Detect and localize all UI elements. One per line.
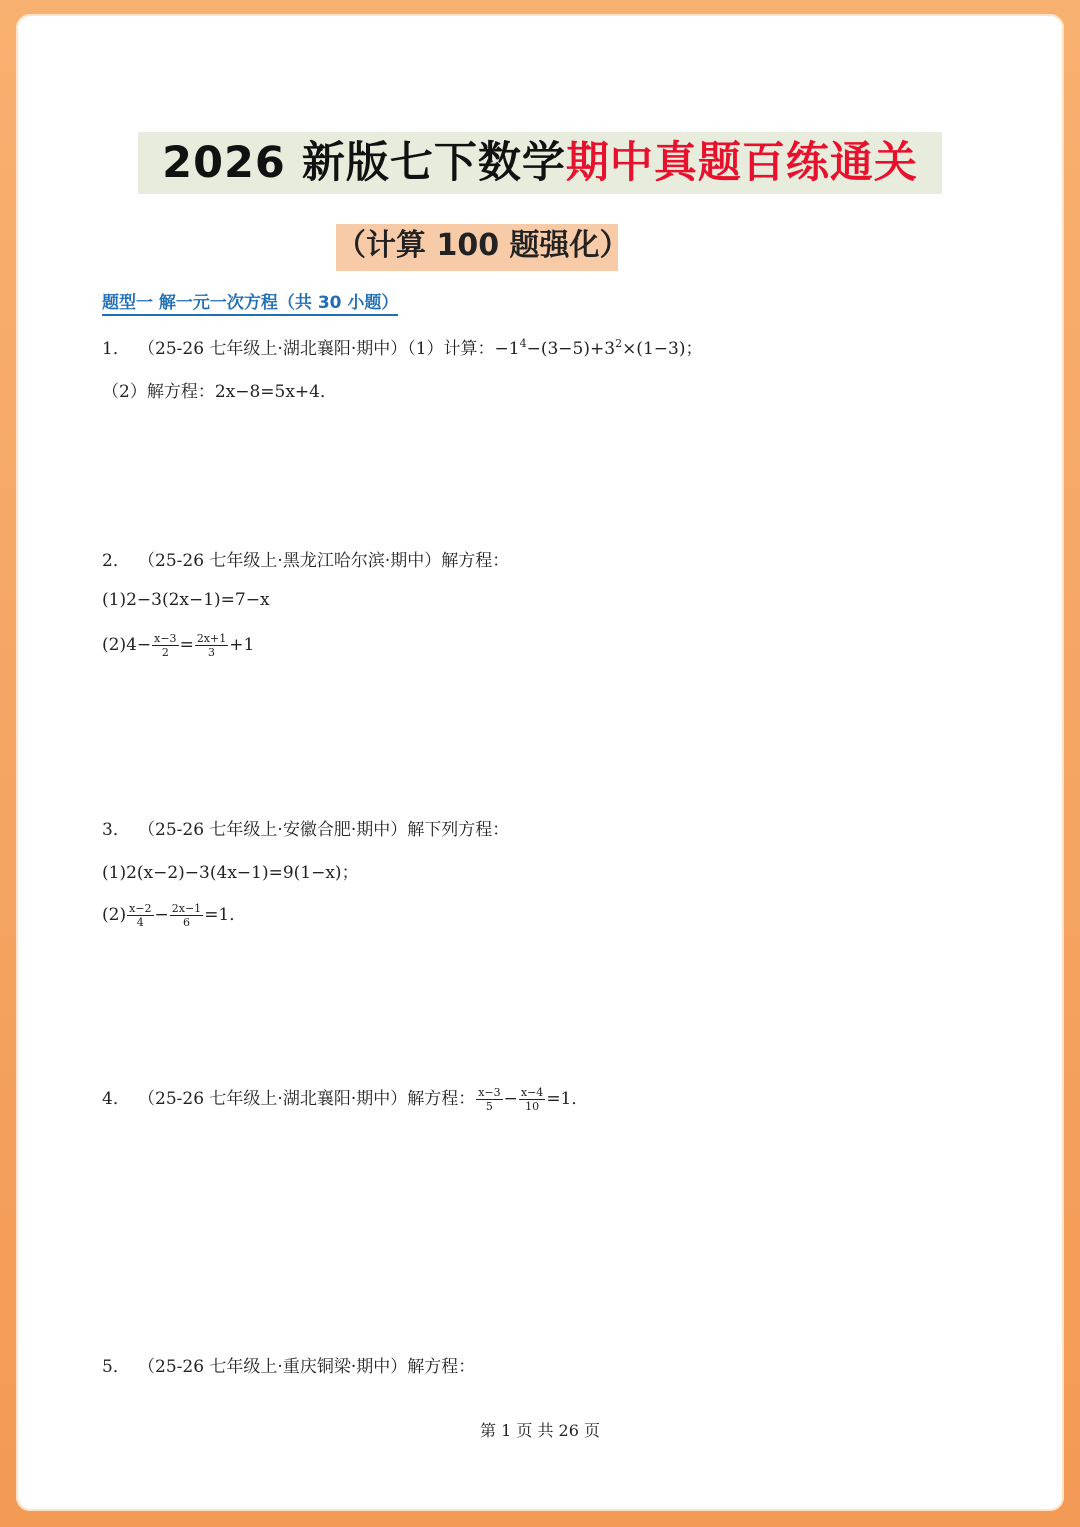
fraction xyxy=(195,632,228,659)
question-2 xyxy=(102,546,509,571)
question-2-part-2 xyxy=(102,632,254,659)
question-1-part-2: （2）解方程：2x−8=5x+4． xyxy=(102,382,337,402)
question-number: 1． xyxy=(102,339,130,359)
q2-prefix: (2)4− xyxy=(102,635,152,655)
q1-exponent-1: 4 xyxy=(519,337,527,350)
question-source: （25-26 七年级上·安徽合肥·期中）解下列方程： xyxy=(138,820,510,840)
q3-operator: − xyxy=(154,905,169,925)
fraction-numerator: x−3 xyxy=(478,1086,501,1099)
q1-expr-b: −(3−5)+3 xyxy=(526,339,616,359)
fraction-denominator: 3 xyxy=(208,646,216,659)
title-red-part: 期中真题百练通关 xyxy=(565,138,918,188)
page-subtitle: （计算 100 题强化） xyxy=(336,228,630,263)
fraction-numerator: x−2 xyxy=(129,902,152,915)
fraction xyxy=(127,902,153,929)
fraction xyxy=(519,1086,545,1113)
q3-suffix: =1． xyxy=(204,905,247,925)
fraction-numerator: 2x+1 xyxy=(196,632,227,645)
fraction xyxy=(170,902,203,929)
q1-expr-c: ×(1−3)； xyxy=(622,339,703,359)
question-2-part-1: (1)2−3(2x−1)=7−x xyxy=(102,590,270,610)
q1-expr-a: −1 xyxy=(494,339,520,359)
fraction-denominator: 10 xyxy=(525,1100,540,1113)
q3-prefix: (2) xyxy=(102,905,127,925)
question-1 xyxy=(102,334,702,359)
page-title xyxy=(138,132,942,194)
fraction-numerator: 2x−1 xyxy=(171,902,202,915)
question-number: 2． xyxy=(102,551,130,571)
fraction-denominator: 6 xyxy=(182,916,190,929)
question-4 xyxy=(102,1084,588,1113)
section-heading: 题型一 解一元一次方程（共 30 小题） xyxy=(102,288,398,316)
page-footer: 第 1 页 共 26 页 xyxy=(480,1421,600,1440)
fraction-denominator: 4 xyxy=(136,916,144,929)
question-source: （25-26 七年级上·湖北襄阳·期中） xyxy=(138,339,408,359)
fraction-numerator: x−4 xyxy=(520,1086,544,1099)
question-3-part-2 xyxy=(102,900,246,929)
question-source: （25-26 七年级上·重庆铜梁·期中）解方程： xyxy=(138,1357,476,1377)
question-3-part-1: (1)2(x−2)−3(4x−1)=9(1−x)； xyxy=(102,863,359,883)
q4-operator: − xyxy=(503,1089,518,1109)
q4-suffix: =1． xyxy=(546,1089,589,1109)
fraction-denominator: 2 xyxy=(161,646,169,659)
q1-exponent-2: 2 xyxy=(615,337,623,350)
question-3 xyxy=(102,815,509,840)
q2-suffix: +1 xyxy=(229,635,255,655)
q1-part1-label: （1）计算： xyxy=(407,339,495,359)
question-source: （25-26 七年级上·湖北襄阳·期中）解方程： xyxy=(138,1089,476,1109)
fraction-numerator: x−3 xyxy=(154,632,177,645)
question-number: 4． xyxy=(102,1089,130,1109)
title-black-part: 2026 新版七下数学 xyxy=(162,138,566,188)
q2-operator: = xyxy=(179,635,194,655)
question-number: 5． xyxy=(102,1357,130,1377)
fraction xyxy=(152,632,178,659)
question-source: （25-26 七年级上·黑龙江哈尔滨·期中）解方程： xyxy=(138,551,510,571)
fraction xyxy=(476,1086,502,1113)
fraction-denominator: 5 xyxy=(485,1100,493,1113)
question-5 xyxy=(102,1352,475,1377)
question-number: 3． xyxy=(102,820,130,840)
